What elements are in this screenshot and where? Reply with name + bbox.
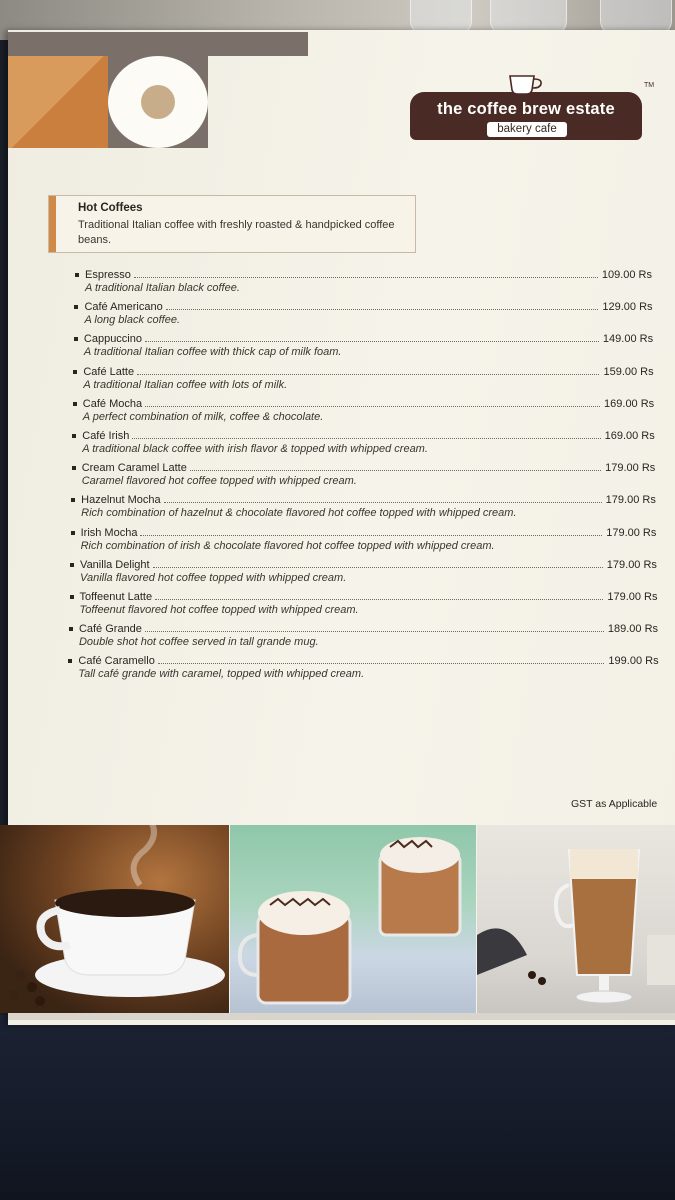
bullet-icon [70,563,74,567]
bullet-icon [71,498,75,502]
dot-leader [145,341,599,342]
menu-item-price: 199.00 Rs [608,655,659,668]
bullet-icon [74,305,78,309]
menu-item-row [72,427,655,442]
dot-leader [134,277,598,278]
trademark-mark: TM [644,82,655,89]
menu-item-price: 179.00 Rs [606,558,657,571]
menu-item-row [73,395,654,410]
menu-item [75,266,652,298]
section-description: Traditional Italian coffee with freshly roasted & handpicked coffee beans. [78,219,395,246]
whipped-cream-mocha-mugs-photo [230,825,476,1013]
menu-item-row [68,652,658,667]
dot-leader [145,631,604,632]
menu-item [71,491,656,523]
menu-item [68,652,658,684]
menu-item [72,459,656,491]
menu-item-row [73,363,653,378]
menu-item [69,620,658,652]
menu-item-name: Café Irish [82,430,130,442]
bullet-icon [71,531,75,535]
menu-item-description: A traditional black coffee with irish flavor & topped with whipped cream. [82,443,428,455]
bullet-icon [75,273,79,277]
menu-item-description: Vanilla flavored hot coffee topped with whipped cream. [80,571,347,584]
dot-leader [132,438,600,439]
menu-item-price: 129.00 Rs [602,301,653,314]
menu-item [73,363,653,395]
menu-item-price: 179.00 Rs [605,494,656,507]
menu-item-price: 179.00 Rs [605,462,656,475]
menu-item [73,395,654,427]
photo-strip [8,825,675,1025]
menu-item-name: Café Americano [84,301,163,314]
menu-item-price: 169.00 Rs [604,397,655,410]
menu-item-row [72,459,656,474]
menu-item-name: Café Latte [83,365,135,378]
menu-item [70,588,658,620]
menu-item [70,556,657,588]
dot-leader [140,535,602,536]
menu-item-row [74,298,652,313]
coffee-cup-icon [506,74,546,96]
menu-item-row [75,266,652,281]
menu-item [72,427,655,459]
menu-item-description: Rich combination of irish & chocolate flavored hot coffee topped with whipped cream. [80,539,495,552]
tablecloth [0,1015,675,1200]
menu-item-row [71,524,657,539]
menu-item-name: Café Grande [78,623,142,636]
menu-item-row [71,491,656,506]
menu-item-description: Rich combination of hazelnut & chocolate flavored hot coffee topped with whipped cream. [81,507,517,520]
menu-item-name: Hazelnut Mocha [81,494,161,507]
tall-latte-glass-photo [477,825,675,1013]
section-title: Hot Coffees [78,202,143,214]
menu-item-row [70,588,658,603]
menu-item [74,330,653,362]
dot-leader [155,599,603,600]
dot-leader [145,406,600,407]
menu-item-description: Toffeenut flavored hot coffee topped with whipped cream. [79,604,359,616]
menu-item-description: Double shot hot coffee served in tall grande mug. [78,636,319,649]
dot-leader [164,502,602,503]
bullet-icon [69,627,73,631]
menu-item-description: A traditional Italian black coffee. [85,282,240,294]
bullet-icon [73,402,77,406]
menu-item-description: A long black coffee. [84,314,181,327]
menu-item-name: Cappuccino [83,333,142,346]
deco-bar [8,32,308,56]
menu-item-name: Espresso [85,269,131,281]
deco-dot [141,85,175,119]
black-coffee-cup-photo [0,825,229,1013]
section-header [48,195,416,253]
menu-item [71,524,657,556]
menu-item-description: A traditional Italian coffee with thick cap of milk foam. [83,346,342,359]
menu-item-name: Irish Mocha [80,526,138,539]
dot-leader [153,567,603,568]
menu-item-price: 179.00 Rs [607,591,658,603]
menu-item-price: 159.00 Rs [603,365,654,378]
dot-leader [190,470,601,471]
menu-item-row [70,556,657,571]
tax-note: GST as Applicable [571,798,658,810]
bullet-icon [74,337,78,341]
menu-item-description: Caramel flavored hot coffee topped with whipped cream. [81,475,357,488]
dot-leader [158,663,605,664]
bullet-icon [72,434,76,438]
brand-logo [410,62,642,144]
menu-item-price: 179.00 Rs [606,526,657,539]
menu-item-price: 149.00 Rs [602,333,654,346]
menu-item-description: Tall café grande with caramel, topped with whipped cream. [78,668,365,681]
deco-triangle [8,56,108,148]
bullet-icon [70,595,74,599]
menu-page [8,30,675,1025]
menu-item-name: Café Mocha [82,397,143,410]
menu-item-price: 189.00 Rs [607,623,659,636]
menu-item-name: Vanilla Delight [80,558,150,571]
bullet-icon [68,659,72,663]
menu-item-name: Toffeenut Latte [79,591,153,603]
dot-leader [166,309,599,310]
page-edge [8,1013,675,1020]
menu-item-description: A traditional Italian coffee with lots of milk. [83,378,288,391]
section-accent-bar [49,196,56,252]
menu-item-description: A perfect combination of milk, coffee & chocolate. [82,410,324,423]
menu-item-price: 169.00 Rs [604,430,655,442]
menu-item-row [74,330,653,345]
menu-item [74,298,652,330]
menu-item-name: Café Caramello [78,655,155,668]
bullet-icon [73,370,77,374]
menu-item-row [69,620,658,635]
menu-item-price: 109.00 Rs [601,269,652,281]
brand-tagline: bakery cafe [487,122,567,137]
menu-item-name: Cream Caramel Latte [81,462,187,475]
dot-leader [137,374,599,375]
bullet-icon [72,466,76,470]
brand-name: the coffee brew estate [437,100,615,118]
